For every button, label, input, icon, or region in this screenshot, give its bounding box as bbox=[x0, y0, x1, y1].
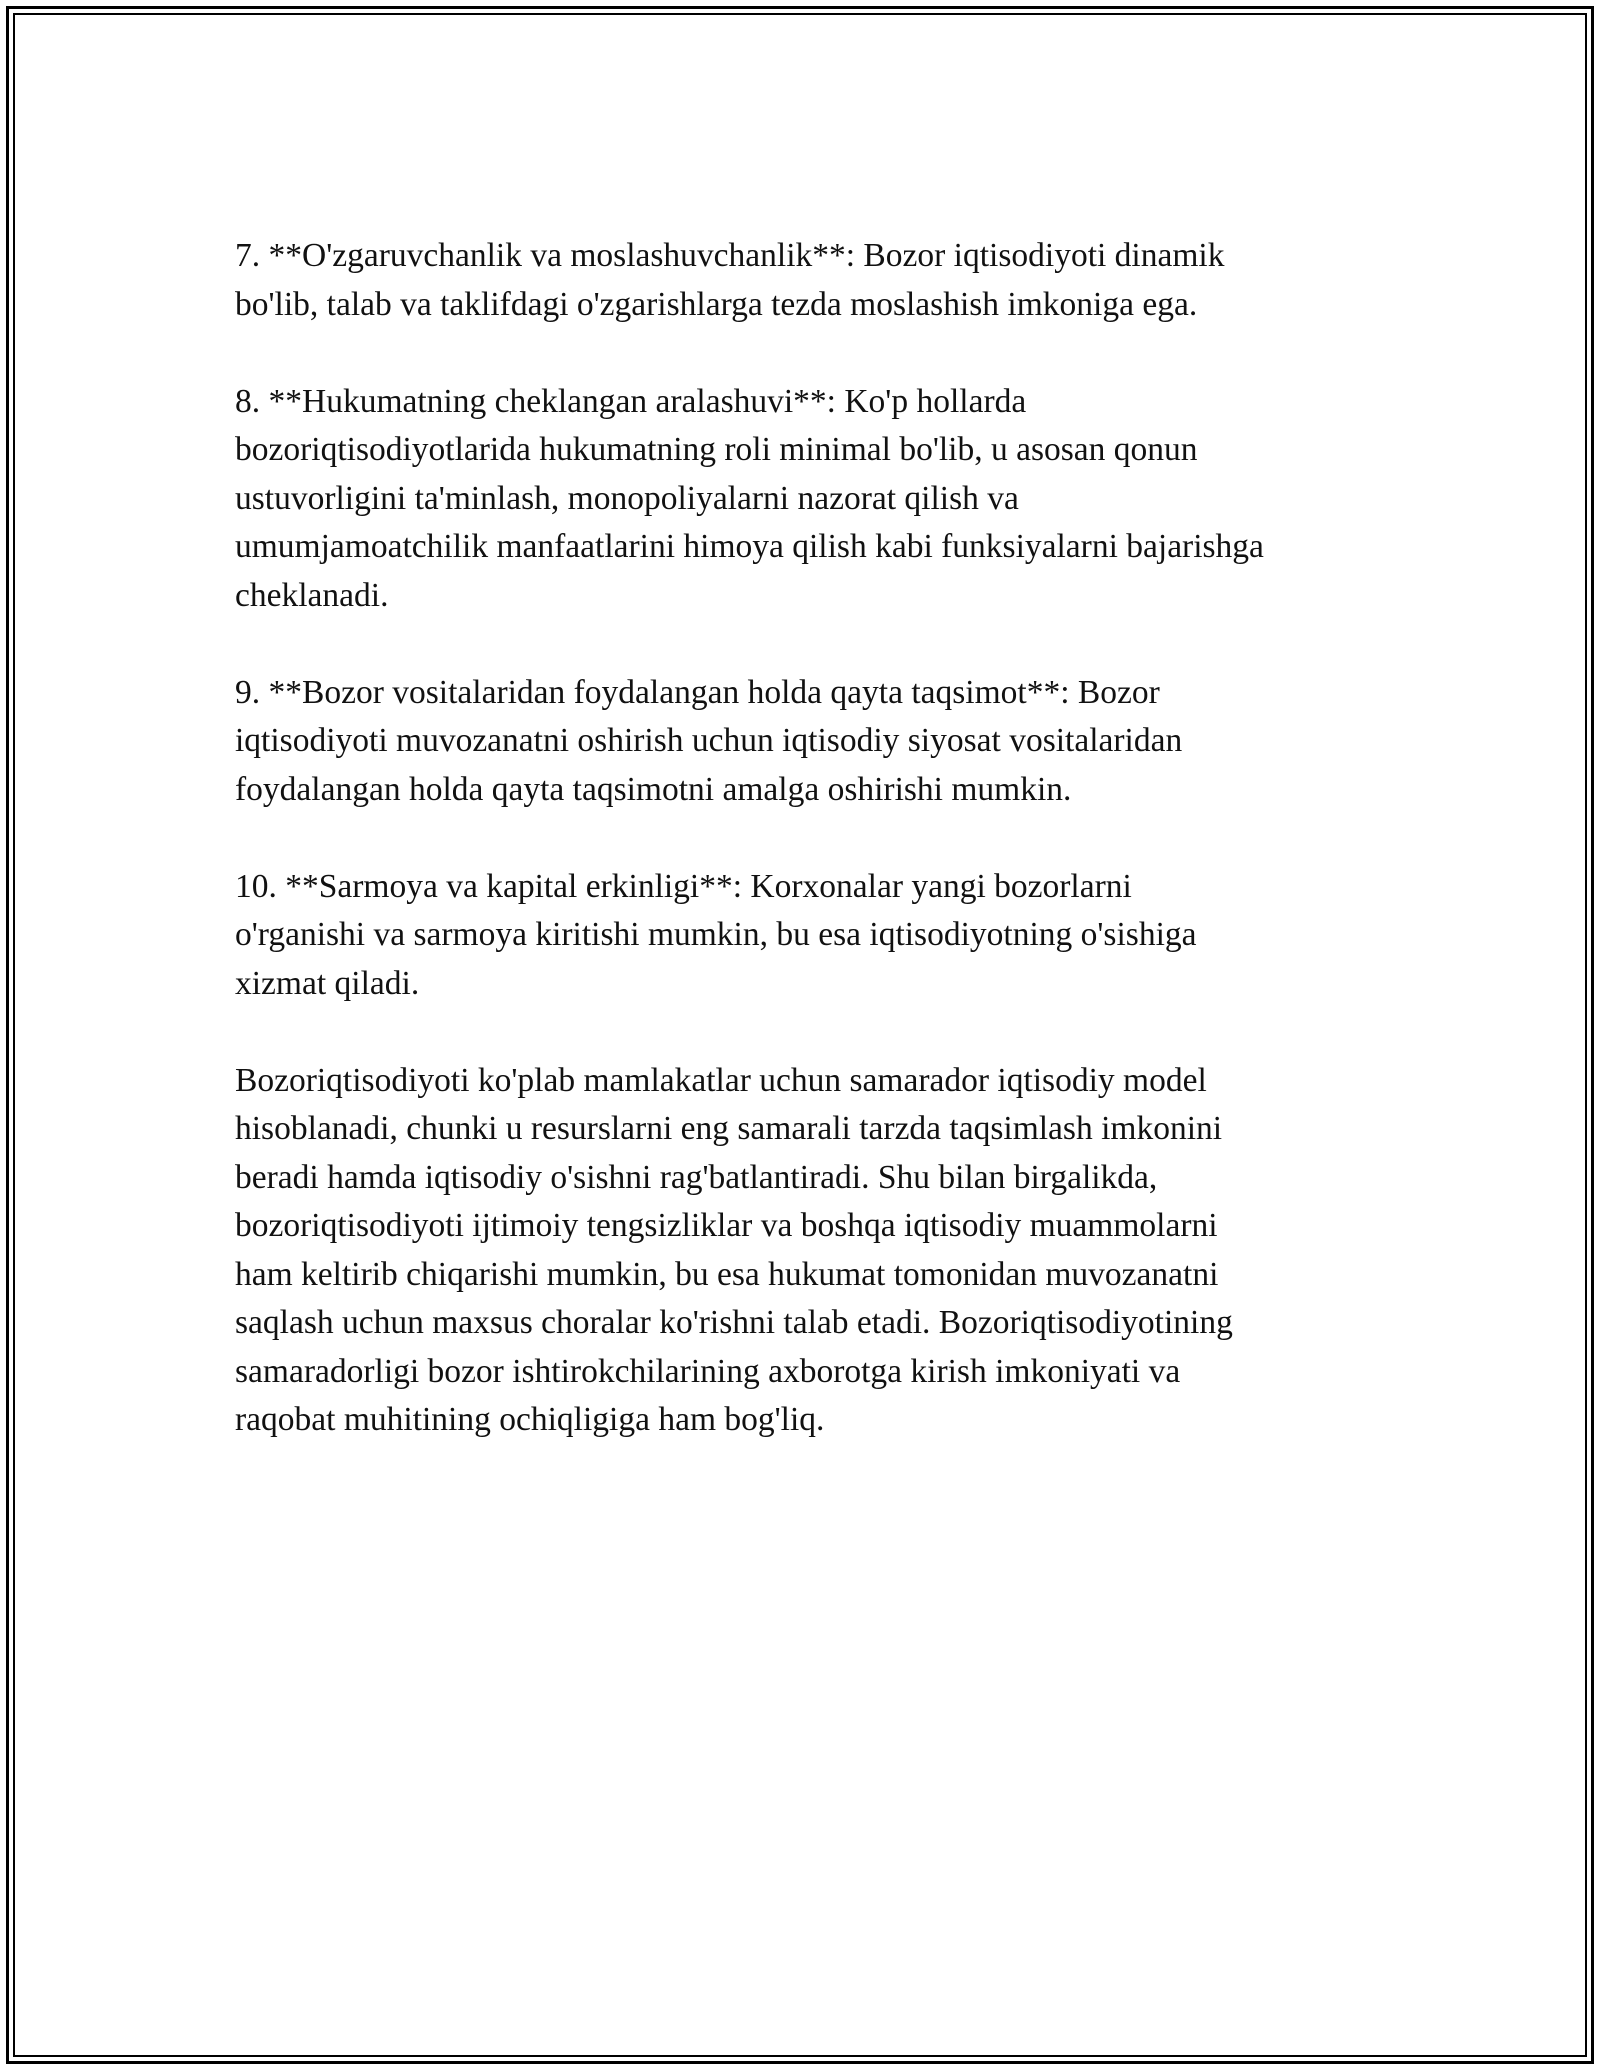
paragraph-item-10: 10. **Sarmoya va kapital erkinligi**: Korxonalar yangi bozorlarni o'rganishi va sarmoya kiritishi mumkin, bu esa iqtisodiyotning o'sishiga xizmat qiladi. bbox=[235, 867, 1197, 1002]
paragraph-conclusion: Bozoriqtisodiyoti ko'plab mamlakatlar uchun samarador iqtisodiy model hisoblanadi, chunki u resurslarni eng samarali tarzda taqsimlash imkonini beradi hamda iqtisodiy o'sishni rag'batlantiradi. Shu bilan birgalikda, bozoriqtisodiyoti ijtimoiy tengsizliklar va boshqa iqtisodiy muammolarni ham keltirib chiqarishi mumkin, bu esa hukumat tomonidan muvozanatni saqlash uchun maxsus choralar ko'rishni talab etadi. Bozoriqtisodiyotining samaradorligi bozor ishtirokchilarining axborotga kirish imkoniyati va raqobat muhitining ochiqligiga ham bog'liq. bbox=[235, 1061, 1233, 1438]
document-body bbox=[235, 232, 1375, 1493]
paragraph-item-7: 7. **O'zgaruvchanlik va moslashuvchanlik**: Bozor iqtisodiyoti dinamik bo'lib, talab va taklifdagi o'zgarishlarga tezda moslashish imkoniga ega. bbox=[235, 237, 1225, 323]
paragraph-item-9: 9. **Bozor vositalaridan foydalangan holda qayta taqsimot**: Bozor iqtisodiyoti muvozanatni oshirish uchun iqtisodiy siyosat vositalaridan foydalangan holda qayta taqsimotni amalga oshirishi mumkin. bbox=[235, 673, 1183, 808]
paragraph-item-8: 8. **Hukumatning cheklangan aralashuvi**: Ko'p hollarda bozoriqtisodiyotlarida hukumatning roli minimal bo'lib, u asosan qonun ustuvorligini ta'minlash, monopoliyalarni nazorat qilish va umumjamoatchilik manfaatlarini himoya qilish kabi funksiyalarni bajarishga cheklanadi. bbox=[235, 382, 1264, 614]
